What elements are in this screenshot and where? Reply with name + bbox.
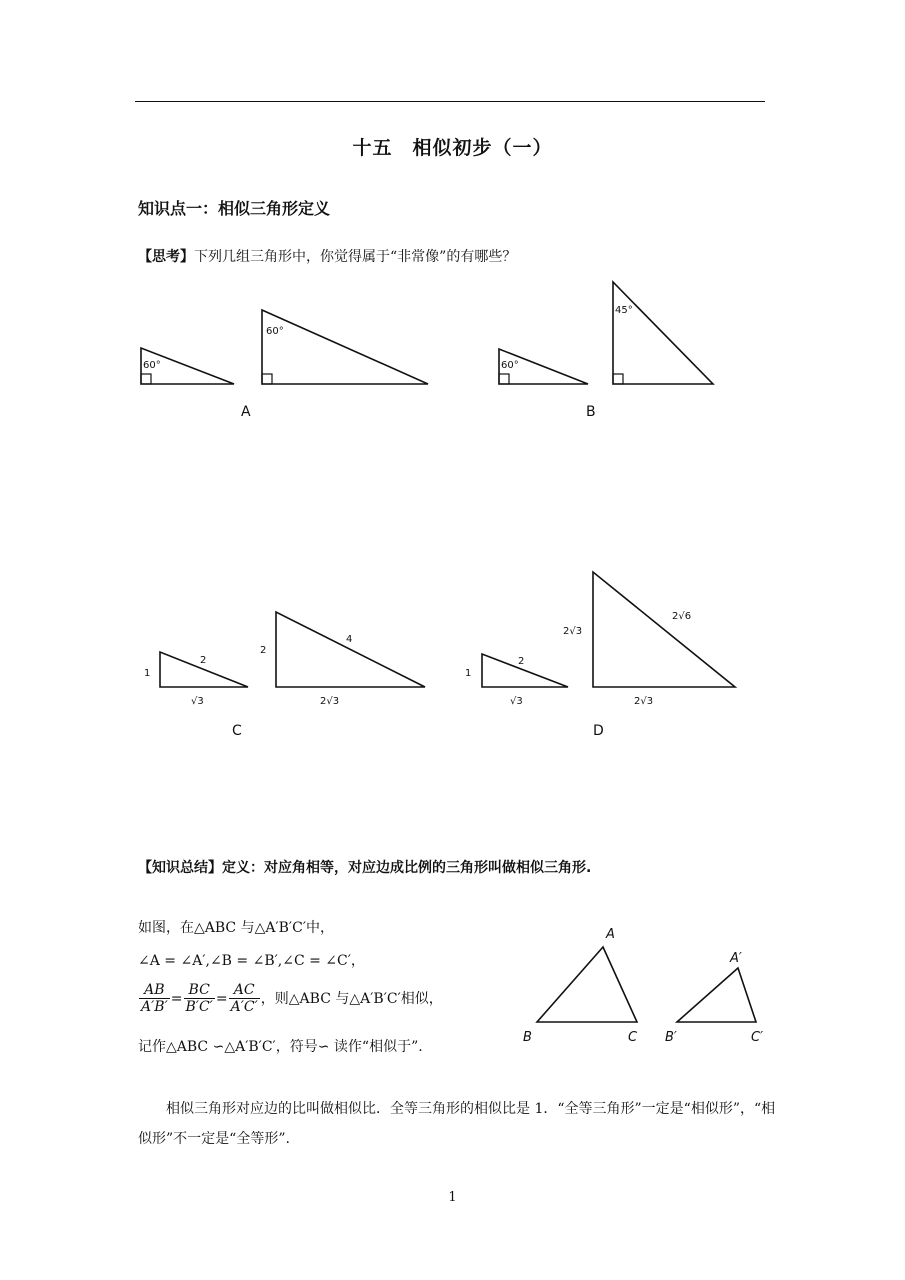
triangle-abc xyxy=(537,947,637,1022)
vertex-label: A xyxy=(606,927,615,942)
group-label: D xyxy=(593,723,604,739)
fraction: $\frac{AC}{A'C'}$ xyxy=(230,982,258,1015)
side-label: 2 xyxy=(518,656,525,667)
vertex-label: C′ xyxy=(751,1030,764,1045)
side-label: √3 xyxy=(510,696,523,707)
side-label: 2√6 xyxy=(672,611,692,622)
page-title: 十五 相似初步（一） xyxy=(352,137,553,159)
example-line-2: ∠A = ∠A′,∠B = ∠B′,∠C = ∠C′， xyxy=(138,953,365,969)
right-angle-mark xyxy=(499,374,509,384)
triangle-d-large xyxy=(593,572,735,687)
page-number: 1 xyxy=(448,1190,457,1205)
summary-text: 定义：对应角相等，对应边成比例的三角形叫做相似三角形. xyxy=(222,860,592,876)
angle-label: 60° xyxy=(266,326,284,337)
side-label: 2√3 xyxy=(634,696,654,707)
angle-label: 60° xyxy=(143,360,161,371)
triangle-d-small xyxy=(482,654,568,687)
side-label: 2√3 xyxy=(320,696,340,707)
example-line-4: 记作△ABC ∽△A′B′C′，符号∽ 读作“相似于”. xyxy=(138,1039,423,1055)
section-heading: 知识点一：相似三角形定义 xyxy=(138,199,331,218)
triangle-c-large xyxy=(276,612,425,687)
right-angle-mark xyxy=(613,374,623,384)
group-label: A xyxy=(241,404,251,420)
vertex-label: B′ xyxy=(665,1030,677,1045)
vertex-label: A′ xyxy=(730,951,742,966)
right-angle-mark xyxy=(141,374,151,384)
side-label: 2√3 xyxy=(563,626,583,637)
triangle-a-large xyxy=(262,310,428,384)
think-text: 下列几组三角形中，你觉得属于“非常像”的有哪些？ xyxy=(194,249,517,265)
example-line-3: $\frac{AB}{A'B'}$ = $\frac{BC}{B'C'}$ = $\frac{AC}{A'C'}$ ，则△ABC 与△A′B′C′相似， xyxy=(141,982,443,1015)
group-label: C xyxy=(232,723,242,739)
fraction: $\frac{AB}{A'B'}$ xyxy=(141,982,168,1015)
example-line-3-tail: ，则△ABC 与△A′B′C′相似， xyxy=(260,991,443,1007)
side-label: 2 xyxy=(200,655,207,666)
angle-label: 60° xyxy=(501,360,519,371)
fraction: $\frac{BC}{B'C'}$ xyxy=(185,982,213,1015)
triangle-a2b2c2 xyxy=(677,968,756,1022)
vertex-label: B xyxy=(523,1030,532,1045)
knowledge-summary xyxy=(138,857,591,877)
right-angle-mark xyxy=(262,374,272,384)
side-label: 4 xyxy=(346,634,353,645)
example-line-1: 如图，在△ABC 与△A′B′C′中， xyxy=(138,920,334,936)
triangle-b-large xyxy=(613,282,713,384)
similarity-ratio-paragraph: 相似三角形对应边的比叫做相似比．全等三角形的相似比是 1．“全等三角形”一定是“相似形”，“相似形”不一定是“全等形”. xyxy=(138,1101,776,1147)
group-label: B xyxy=(586,404,596,420)
side-label: 1 xyxy=(144,668,151,679)
angle-label: 45° xyxy=(615,305,633,316)
think-tag: 【思考】 xyxy=(138,249,194,265)
summary-tag: 【知识总结】 xyxy=(138,860,222,876)
side-label: 1 xyxy=(465,668,472,679)
side-label: √3 xyxy=(191,696,204,707)
side-label: 2 xyxy=(260,645,267,656)
vertex-label: C xyxy=(628,1030,638,1045)
